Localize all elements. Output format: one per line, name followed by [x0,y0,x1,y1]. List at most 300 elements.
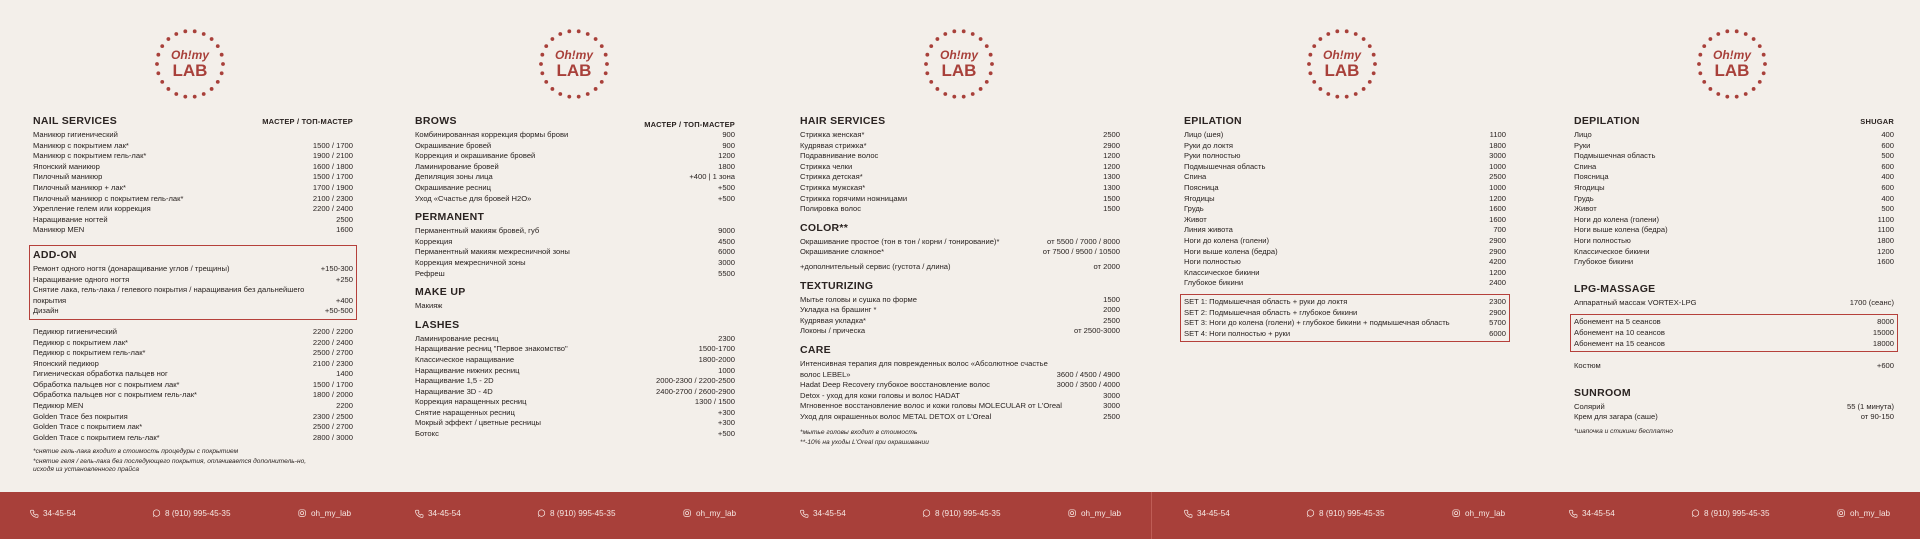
service-price: 6000 [718,247,735,257]
service-name: Стрижка горячими ножницами [800,193,908,203]
price-row [33,412,353,423]
price-row [33,359,353,370]
instagram-text: oh_my_lab [1081,509,1122,518]
logo-text: LAB [1324,61,1360,80]
service-name: Мокрый эффект / цветные ресницы [415,418,542,428]
service-price: 15000 [1872,327,1894,337]
service-price: 1500 / 1700 [312,379,353,389]
whatsapp-icon [1306,509,1315,518]
service-name: Японский педикюр [33,358,99,368]
price-row [33,306,353,317]
service-price: 700 [1493,225,1506,235]
price-row [800,326,1120,337]
brows-column [415,114,735,440]
service-price: 4200 [1489,257,1506,267]
price-row [800,237,1120,248]
section-title: TEXTURIZING [800,279,874,292]
whatsapp-contact[interactable] [1306,509,1385,518]
service-price: +500 [717,193,735,203]
nail-column [33,114,353,475]
service-price: 2900 [1489,235,1506,245]
price-row [800,380,1120,391]
service-price: +250 [335,274,353,284]
service-name: Снятие наращенных ресниц [415,407,515,417]
service-name: Ламинирование ресниц [415,333,499,343]
price-row [1574,225,1894,236]
instagram-contact[interactable] [1837,509,1890,518]
price-row [1574,172,1894,183]
service-name: Глубокое бикини [1184,278,1244,288]
price-row [1574,194,1894,205]
price-row [415,172,735,183]
service-name: Ноги выше колена (бедра) [1184,246,1278,256]
price-row [1184,162,1506,173]
price-row [33,183,353,194]
column-header: МАСТЕР / ТОП-МАСТЕР [644,120,735,129]
service-price: 1600 [1489,214,1506,224]
price-row [415,194,735,205]
service-name: Педикюр с покрытием гель-лак* [33,348,146,358]
service-price: 3000 [1489,151,1506,161]
instagram-contact[interactable] [1452,509,1505,518]
service-name: Рефреш [415,268,445,278]
price-row [415,301,735,312]
service-name: Стрижка мужская* [800,182,866,192]
price-row [33,162,353,173]
service-price: +150-300 [320,263,353,273]
service-name: Кудрявая стрижка* [800,140,867,150]
service-price: 5700 [1489,318,1506,328]
footer [0,492,1920,539]
service-name: Линия живота [1184,225,1233,235]
service-name: Ягодицы [1184,193,1215,203]
price-row [1184,183,1506,194]
price-row [800,359,1120,380]
service-price: 9000 [718,226,735,236]
price-row [800,172,1120,183]
price-row [33,422,353,433]
price-row [33,141,353,152]
instagram-text: oh_my_lab [311,509,352,518]
service-name: Hadat Deep Recovery глубокое восстановление волос [800,380,990,390]
service-name: Японский маникюр [33,161,100,171]
service-name: Наращивание 3D - 4D [415,386,493,396]
logo [152,26,228,102]
price-row [800,141,1120,152]
column-header: SHUGAR [1860,117,1894,126]
service-name: +дополнительный сервис (густота / длина) [800,261,951,271]
service-name: Интенсивная терапия для поврежденных волос «Абсолютное счастье волос LEBEL» [800,358,1048,379]
service-price: 2900 [1489,246,1506,256]
service-name: Обработка пальцев ног с покрытием гель-лак* [33,390,197,400]
price-row [1184,194,1506,205]
footnote: *шапочка и стикини бесплатно [1574,427,1673,435]
price-row [1574,141,1894,152]
price-row [800,412,1120,423]
service-name: Живот [1184,214,1207,224]
phone-text: 34-45-54 [43,509,76,518]
price-row [1184,172,1506,183]
price-row [33,130,353,141]
price-row [1574,151,1894,162]
price-row [800,151,1120,162]
depilation-column [1574,114,1894,436]
service-name: Стрижка женская* [800,130,865,139]
price-row [415,366,735,377]
price-row [1574,317,1894,328]
service-name: Руки [1574,140,1591,150]
service-price: 1700 / 1900 [312,182,353,192]
service-name: Педикюр MEN [33,401,84,411]
whatsapp-contact[interactable] [537,509,616,518]
service-name: Стрижка детская* [800,172,863,182]
service-price: +500 [717,429,735,439]
service-price: 1100 [1489,130,1506,139]
whatsapp-text: 8 (910) 995-45-35 [1319,509,1385,518]
service-price: 2500 [1489,172,1506,182]
instagram-icon [298,509,307,518]
price-row [1574,339,1894,350]
service-name: Грудь [1184,204,1204,214]
service-price: 1600 [1877,257,1894,267]
service-name: Маникюр с покрытием лак* [33,140,129,150]
service-price: 1300 [1103,182,1120,192]
price-row [1184,151,1506,162]
service-price: от 2000 [1093,261,1120,271]
price-row [1574,247,1894,258]
price-row [800,262,1120,273]
whatsapp-text: 8 (910) 995-45-35 [165,509,231,518]
service-price: 1500-1700 [698,344,735,354]
service-name: Поясница [1574,172,1609,182]
service-price: 2200 / 2400 [312,204,353,214]
service-name: Стрижка челки [800,161,853,171]
service-price: 900 [722,130,735,139]
service-price: 1500 / 1700 [312,140,353,150]
service-name: Подравнивание волос [800,151,879,161]
service-price: +400 | 1 зона [689,172,735,182]
price-row [415,397,735,408]
whatsapp-icon [537,509,546,518]
section-title: PERMANENT [415,211,485,224]
whatsapp-contact[interactable] [922,509,1001,518]
whatsapp-contact[interactable] [152,509,231,518]
service-name: Окрашивание сложное* [800,247,885,257]
service-price: от 2500-3000 [1074,326,1120,336]
service-name: Солярий [1574,401,1605,411]
price-row [800,295,1120,306]
phone-text: 34-45-54 [428,509,461,518]
service-price: от 7500 / 9500 / 10500 [1042,247,1120,257]
service-name: Ботокс [415,429,439,439]
whatsapp-text: 8 (910) 995-45-35 [550,509,616,518]
service-price: 2500 / 2700 [312,422,353,432]
price-row [800,130,1120,141]
price-row [1184,141,1506,152]
divider [1151,492,1152,539]
service-name: Укрепление гелем или коррекция [33,204,151,214]
service-name: Лицо (шея) [1184,130,1224,139]
service-price: 18000 [1872,338,1894,348]
phone-icon [1184,509,1193,518]
service-price: 3000 [1103,401,1120,411]
price-row [415,258,735,269]
price-row [33,348,353,359]
service-price: 1600 / 1800 [312,161,353,171]
price-row [33,433,353,444]
section-title: ADD-ON [33,248,77,261]
price-row [415,429,735,440]
instagram-contact[interactable] [683,509,736,518]
service-price: от 90-150 [1860,412,1894,422]
price-row [1574,236,1894,247]
price-row [1184,215,1506,226]
service-price: 2300 [1489,296,1506,306]
price-row [415,355,735,366]
service-name: Абонемент на 15 сеансов [1574,338,1665,348]
service-name: Ноги полностью [1574,235,1631,245]
section-title: BROWS МАСТЕР / ТОП-МАСТЕР [415,114,735,130]
price-row [33,215,353,226]
service-name: Наращивание ногтей [33,214,108,224]
phone-contact[interactable] [800,509,846,518]
service-price: +300 [717,407,735,417]
service-name: Аппаратный массаж VORTEX-LPG [1574,297,1697,307]
subscriptions-box [1570,314,1898,352]
section-title: COLOR** [800,221,849,234]
price-row [33,151,353,162]
service-name: Ноги выше колена (бедра) [1574,225,1668,235]
service-price: 1500 [1103,193,1120,203]
service-price: от 5500 / 7000 / 8000 [1047,236,1120,246]
service-name: Локоны / прическа [800,326,866,336]
price-row [1574,183,1894,194]
service-name: Комбинированная коррекция формы брови [415,130,569,139]
service-name: Грудь [1574,193,1594,203]
service-name: Педикюр гигиенический [33,326,118,336]
service-name: Окрашивание ресниц [415,182,491,192]
price-row [1184,236,1506,247]
service-name: Спина [1184,172,1207,182]
service-price: 600 [1881,140,1894,150]
price-row [33,194,353,205]
price-row [415,387,735,398]
service-price: 400 [1881,172,1894,182]
price-row [800,401,1120,412]
service-name: Обработка пальцев ног с покрытием лак* [33,379,180,389]
service-name: Golden Trace без покрытия [33,411,128,421]
phone-text: 34-45-54 [1197,509,1230,518]
service-price: 1900 / 2100 [312,151,353,161]
service-name: Коррекция и окрашивание бровей [415,151,536,161]
service-price: 2500 [336,214,353,224]
phone-contact[interactable] [30,509,76,518]
service-price: 3000 [718,257,735,267]
hair-column [800,114,1120,447]
service-name: Спина [1574,161,1597,171]
price-row [1184,130,1506,141]
service-price: +500 [717,182,735,192]
service-name: Лицо [1574,130,1592,139]
price-row [800,183,1120,194]
price-row [415,334,735,345]
service-name: Ламинирование бровей [415,161,499,171]
section-title: LPG-MASSAGE [1574,282,1656,295]
service-name: Подмышечная область [1184,161,1266,171]
logo-text: Oh!my [939,48,979,62]
instagram-icon [683,509,692,518]
section-title: HAIR SERVICES [800,115,886,127]
service-name: Окрашивание бровей [415,140,492,150]
price-row [1574,162,1894,173]
phone-icon [1569,509,1578,518]
service-name: Поясница [1184,182,1219,192]
service-name: Golden Trace с покрытием лак* [33,422,143,432]
service-price: 1500 [1103,294,1120,304]
instagram-text: oh_my_lab [696,509,737,518]
service-price: 1700 (сеанс) [1849,297,1894,307]
instagram-contact[interactable] [1068,509,1121,518]
footnote: *снятие геля / гель-лака без последующего покрытия, оплачивается дополнитель-но, исходя из установленного прайса [33,457,307,474]
price-row [33,172,353,183]
service-price: 1200 [1489,267,1506,277]
service-price: 1400 [336,369,353,379]
instagram-text: oh_my_lab [1465,509,1506,518]
logo-text: Oh!my [1322,48,1362,62]
whatsapp-contact[interactable] [1691,509,1770,518]
column-header: МАСТЕР / ТОП-МАСТЕР [262,117,353,126]
service-price: +400 [335,295,353,305]
service-price: 3000 / 3500 / 4000 [1056,380,1120,390]
section-title: MAKE UP [415,286,466,299]
price-row [415,247,735,258]
service-name: Живот [1574,204,1597,214]
price-row [800,247,1120,258]
service-price: 6000 [1489,328,1506,338]
service-name: Ноги до колена (голени) [1184,235,1270,245]
service-name: Абонемент на 10 сеансов [1574,327,1665,337]
service-name: Пилочный маникюр с покрытием гель-лак* [33,193,184,203]
service-price: 1800-2000 [698,354,735,364]
service-name: Кудрявая укладка* [800,315,867,325]
service-name: Мытье головы и сушка по форме [800,294,917,304]
service-price: 1300 / 1500 [694,397,735,407]
service-name: Уход «Счастье для бровей H2O» [415,193,532,203]
section-title: LASHES [415,318,460,331]
price-row [415,344,735,355]
price-row [415,237,735,248]
service-price: 1200 [1877,246,1894,256]
service-name: Наращивание нижних ресниц [415,365,520,375]
price-row [1574,257,1894,268]
price-row [415,376,735,387]
price-row [1574,130,1894,141]
price-row [1184,308,1506,319]
whatsapp-text: 8 (910) 995-45-35 [1704,509,1770,518]
service-price: 1000 [1489,182,1506,192]
price-row [1574,412,1894,423]
service-price: 1100 [1877,225,1894,235]
service-price: 2000 [1103,305,1120,315]
price-row [415,418,735,429]
section-title: CARE [800,343,831,356]
phone-contact[interactable] [415,509,461,518]
price-row [33,327,353,338]
service-name: Наращивание одного ногтя [33,274,130,284]
service-name: Пилочный маникюр + лак* [33,182,126,192]
service-price: 5500 [718,268,735,278]
service-name: Golden Trace с покрытием гель-лак* [33,432,160,442]
service-price: 3000 [1103,390,1120,400]
service-price: 2200 / 2400 [312,337,353,347]
price-row [1184,225,1506,236]
price-row [33,369,353,380]
phone-icon [800,509,809,518]
price-row [1184,297,1506,308]
price-row [1574,298,1894,309]
price-row [415,183,735,194]
service-name: Коррекция [415,236,453,246]
service-name: Маникюр с покрытием гель-лак* [33,151,147,161]
instagram-contact[interactable] [298,509,351,518]
logo [1694,26,1770,102]
price-row [800,391,1120,402]
service-name: Абонемент на 5 сеансов [1574,317,1661,327]
service-name: Коррекция межресничной зоны [415,257,526,267]
service-price: 1200 [1103,161,1120,171]
price-row [800,194,1120,205]
logo-text: Oh!my [1712,48,1752,62]
service-name: Глубокое бикини [1574,257,1634,267]
service-name: Гигиеническая обработка пальцев ног [33,369,168,379]
service-name: Маникюр MEN [33,225,85,235]
service-price: 1200 [1489,193,1506,203]
service-price: 1800 / 2000 [312,390,353,400]
service-price: 1500 / 1700 [312,172,353,182]
service-price: 1600 [336,225,353,235]
service-price: 4500 [718,236,735,246]
phone-contact[interactable] [1184,509,1230,518]
service-price: 2500 [1103,315,1120,325]
service-name: Окрашивание простое (тон в тон / корни / тонирование)* [800,236,1000,246]
service-name: SET 4: Ноги полностью + руки [1184,328,1291,338]
service-price: 2900 [1489,307,1506,317]
section-title: EPILATION [1184,115,1242,127]
service-name: Педикюр с покрытием лак* [33,337,128,347]
service-name: Пилочный маникюр [33,172,103,182]
service-price: 2400-2700 / 2600-2900 [656,386,735,396]
service-price: +600 [1876,361,1894,371]
phone-contact[interactable] [1569,509,1615,518]
price-row [1184,329,1506,340]
service-price: 600 [1881,161,1894,171]
instagram-icon [1452,509,1461,518]
logo [1304,26,1380,102]
price-row [33,225,353,236]
price-row [33,380,353,391]
instagram-icon [1837,509,1846,518]
service-name: Мгновенное восстановление волос и кожи головы MOLECULAR от L'Oreal [800,401,1062,411]
price-row [1184,257,1506,268]
service-name: Полировка волос [800,204,862,214]
logo-text: LAB [172,61,208,80]
service-price: 500 [1881,204,1894,214]
service-name: Снятие лака, гель-лака / гелевого покрытия / наращивания без дальнейшего покрытия [33,285,305,305]
service-price: 2100 / 2300 [312,358,353,368]
service-name: Ягодицы [1574,182,1605,192]
phone-icon [30,509,39,518]
price-row [1184,204,1506,215]
